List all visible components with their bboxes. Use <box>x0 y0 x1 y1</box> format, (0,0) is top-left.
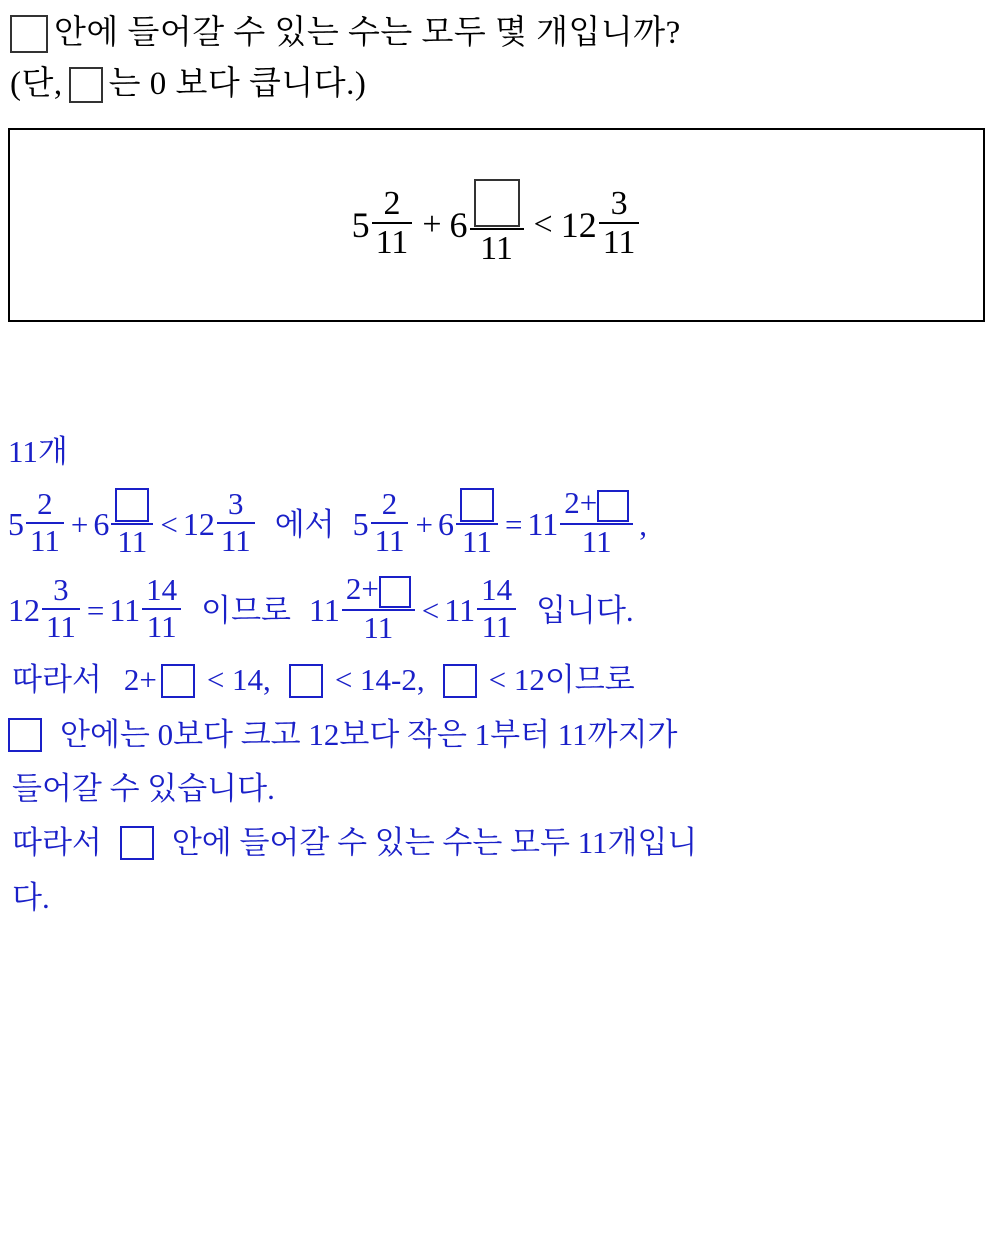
fraction <box>477 574 516 643</box>
numerator: 2 <box>37 486 53 522</box>
mixed-number-a <box>351 184 415 263</box>
mixed-number <box>8 486 66 559</box>
answer-blank-icon <box>597 490 629 522</box>
numerator-prefix: 2+ <box>345 571 379 607</box>
denominator-b: 11 <box>470 228 524 267</box>
numerator-expr <box>342 573 415 609</box>
whole-number: 11 <box>109 591 141 628</box>
solution-line-5-text: 들어갈 수 있습니다. <box>12 771 275 807</box>
denominator: 11 <box>217 522 255 558</box>
numerator-blank <box>111 487 153 524</box>
denominator: 11 <box>142 608 181 644</box>
fraction <box>111 487 153 559</box>
whole-c: 12 <box>560 205 597 246</box>
answer-blank-icon <box>460 488 494 522</box>
fraction-a <box>372 186 413 261</box>
operator-less-than: < <box>533 206 553 244</box>
numerator: 2 <box>381 486 398 522</box>
whole-number: 11 <box>527 506 559 542</box>
fraction <box>456 487 498 559</box>
numerator-c: 3 <box>610 184 628 222</box>
answer-blank-icon <box>379 576 411 608</box>
whole-number: 6 <box>437 506 454 542</box>
mixed-number <box>93 489 155 561</box>
whole-number: 11 <box>309 591 340 628</box>
whole-number: 5 <box>8 506 24 542</box>
operator-plus: + <box>415 506 433 542</box>
mixed-number <box>527 485 635 560</box>
question-line-2-text: 는 0 보다 큽니다.) <box>108 66 367 103</box>
denominator-a: 11 <box>372 222 413 261</box>
whole-number: 5 <box>352 506 369 542</box>
solution-line-3-prefix: 따라서 <box>12 662 102 698</box>
answer-blank-icon <box>115 488 149 522</box>
fraction <box>217 488 255 557</box>
numerator-a: 2 <box>383 184 401 222</box>
fraction <box>142 574 181 643</box>
whole-number: 6 <box>93 506 110 542</box>
mixed-number-c <box>560 184 642 263</box>
denominator-c: 11 <box>599 222 640 261</box>
inequality-3-rhs: < 12이므로 <box>488 662 635 698</box>
operator-plus: + <box>70 506 89 542</box>
operator-less-than: < <box>160 506 178 542</box>
fraction <box>342 573 415 644</box>
operator-equals: = <box>504 506 523 542</box>
denominator: 11 <box>42 608 80 644</box>
inequality-1-lhs: 2+ <box>123 662 157 698</box>
mixed-number <box>8 572 82 645</box>
mixed-number <box>309 571 417 646</box>
solution-line-2 <box>8 571 985 646</box>
mixed-number <box>438 489 500 561</box>
solution-line-3 <box>8 660 985 700</box>
answer-blank-icon <box>289 664 323 698</box>
fraction <box>26 488 64 557</box>
question-block <box>0 0 993 110</box>
solution-line-6-prefix: 따라서 <box>12 825 102 861</box>
expression-box <box>8 128 985 322</box>
question-line-2-prefix: (단, <box>10 66 63 103</box>
whole-a: 5 <box>351 205 370 246</box>
solution-block <box>0 432 993 918</box>
solution-line-7 <box>8 878 985 918</box>
numerator: 3 <box>228 486 244 522</box>
solution-line-6-text: 안에 들어갈 수 있는 수는 모두 11개입니 <box>171 825 698 861</box>
numerator: 14 <box>146 572 178 608</box>
numerator-expr <box>560 487 633 523</box>
solution-line-5 <box>8 769 985 809</box>
solution-line-2-end-text: 입니다. <box>536 592 634 628</box>
denominator: 11 <box>26 522 64 558</box>
whole-b: 6 <box>449 205 468 246</box>
denominator: 11 <box>477 608 516 644</box>
fraction <box>42 574 80 643</box>
answer-blank-icon <box>120 826 154 860</box>
whole-number: 12 <box>8 591 40 628</box>
solution-line-4-text: 안에는 0보다 크고 12보다 작은 1부터 11까지가 <box>60 716 678 752</box>
denominator: 11 <box>456 523 498 559</box>
answer-blank-icon <box>474 179 520 227</box>
whole-number: 11 <box>444 591 476 628</box>
numerator: 3 <box>53 572 69 608</box>
answer-blank-icon <box>443 664 477 698</box>
inequality-1-rhs: < 14, <box>206 662 271 698</box>
denominator: 11 <box>111 523 153 559</box>
solution-line-1-mid-text: 에서 <box>274 506 335 542</box>
operator-equals: = <box>86 592 105 628</box>
answer-blank-icon <box>8 718 42 752</box>
fraction <box>560 487 633 558</box>
solution-line-6 <box>8 823 985 863</box>
numerator-b-blank <box>470 179 524 228</box>
fraction <box>371 488 409 557</box>
mixed-number <box>444 572 518 645</box>
question-line-2 <box>10 59 983 110</box>
solution-line-4 <box>8 715 985 755</box>
numerator-prefix: 2+ <box>564 485 598 521</box>
mixed-number <box>182 486 257 559</box>
inequality-2-rhs: < 14-2, <box>334 662 425 698</box>
fraction-b <box>470 179 524 267</box>
comma: , <box>639 506 647 542</box>
solution-line-7-text: 다. <box>12 879 50 915</box>
operator-plus: + <box>422 206 442 244</box>
operator-less-than: < <box>421 592 440 628</box>
answer-blank-icon <box>10 15 48 53</box>
solution-line-2-mid-text: 이므로 <box>201 592 291 628</box>
whole-number: 12 <box>182 506 215 542</box>
denominator: 11 <box>371 522 409 558</box>
answer-blank-icon <box>161 664 195 698</box>
answer-blank-icon <box>69 67 103 103</box>
denominator: 11 <box>560 523 633 559</box>
numerator: 14 <box>481 572 513 608</box>
mixed-number <box>109 572 183 645</box>
numerator-blank <box>456 487 498 524</box>
solution-line-1 <box>8 485 985 561</box>
question-line-1-text: 안에 들어갈 수 있는 수는 모두 몇 개입니까? <box>54 15 681 51</box>
denominator: 11 <box>342 609 415 645</box>
fraction-c <box>599 186 640 261</box>
question-line-1 <box>10 8 983 59</box>
mixed-number <box>352 486 411 559</box>
mixed-number-b <box>450 181 526 269</box>
solution-answer: 11개 <box>8 434 68 470</box>
